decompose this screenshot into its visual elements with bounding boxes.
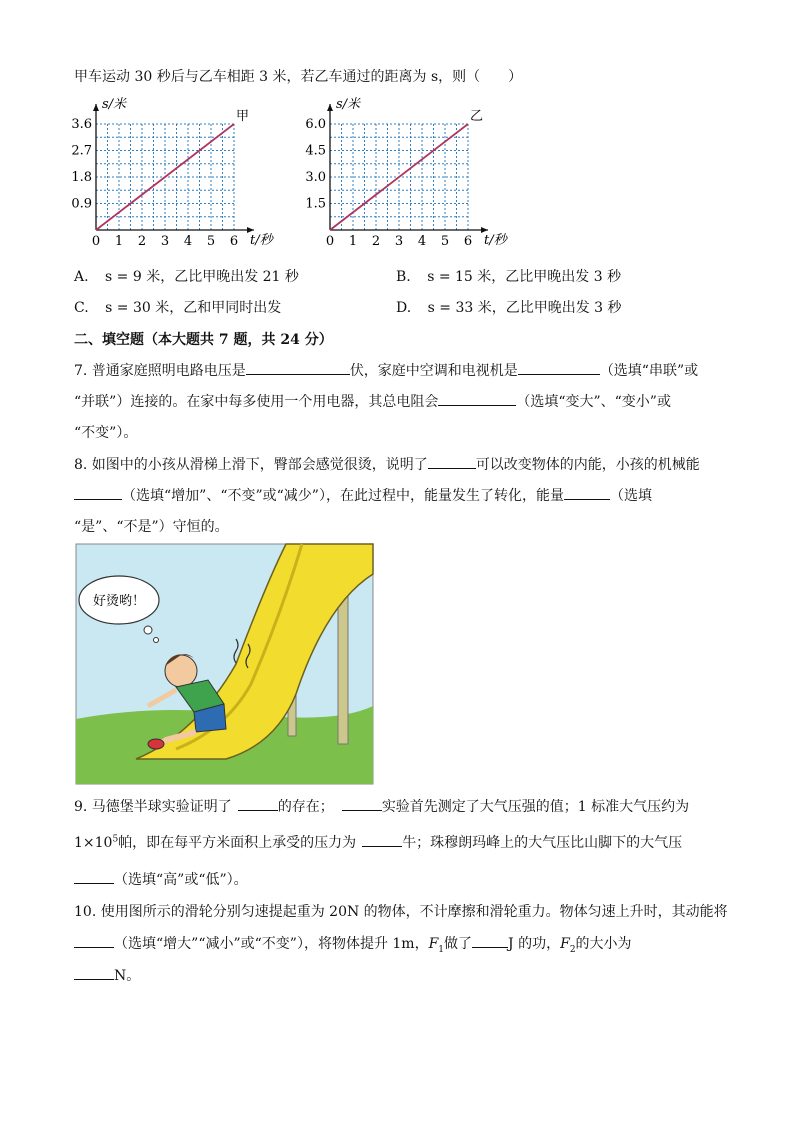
q7-blank-connection[interactable]: [518, 360, 600, 375]
x-tick-label: 2: [371, 234, 381, 249]
q9-line-2: [74, 832, 682, 852]
option-a-label: A.: [74, 269, 89, 285]
q7-text-1c: （选填“串联”或: [599, 363, 699, 379]
y-tick-label: 1.5: [305, 196, 326, 212]
x-tick-label: 3: [394, 234, 404, 249]
q9-text-1b: 的存在；: [277, 799, 334, 815]
q9-blank-experiment[interactable]: [342, 796, 382, 811]
option-c[interactable]: [74, 297, 281, 317]
series-label: 乙: [470, 109, 484, 124]
slide-illustration: [76, 544, 373, 784]
q10-line-3: [74, 965, 140, 985]
q8-line-1: [74, 454, 700, 474]
q10-f1-subscript: 1: [438, 944, 445, 955]
q9-text-2-base: 1×10: [74, 835, 113, 851]
option-b-text: s = 15 米，乙比甲晚出发 3 秒: [427, 269, 622, 285]
x-tick-label: 5: [206, 234, 216, 249]
q10-line-1: 10. 使用图所示的滑轮分别匀速提起重为 20N 的物体，不计摩擦和滑轮重力。物体匀速上升时，其动能将: [74, 904, 728, 920]
q10-text-2b: 做了: [444, 936, 473, 952]
q10-f1-symbol: F: [428, 936, 439, 952]
q8-blank-method[interactable]: [428, 454, 476, 469]
section-title: 二、填空题（本大题共 7 题，共 24 分）: [74, 332, 333, 348]
y-axis-label: s/米: [336, 97, 361, 112]
q8-line-2: [74, 485, 652, 505]
q10-f2-subscript: 2: [569, 944, 576, 955]
q6-stem: 甲车运动 30 秒后与乙车相距 3 米，若乙车通过的距离为 s，则（ ）: [74, 69, 523, 85]
y-axis-label: s/米: [102, 97, 127, 112]
q9-blank-proves[interactable]: [238, 796, 278, 811]
q10-blank-force[interactable]: [74, 965, 114, 980]
q7-line-2: [74, 391, 671, 411]
bubble-dot-2: [154, 638, 159, 643]
option-d-label: D.: [396, 300, 412, 316]
y-tick-label: 2.7: [71, 143, 92, 159]
q7-text-1b: 伏，家庭中空调和电视机是: [349, 363, 518, 379]
q9-blank-pressure[interactable]: [74, 869, 114, 884]
bubble-text: 好烫哟！: [92, 594, 146, 609]
q10-line-2: [74, 933, 632, 955]
q9-line-1: [74, 796, 689, 816]
q10-text-2a: （选填“增大”“减小”或“不变”），将物体提升 1m，: [114, 936, 429, 952]
q10-f2-symbol: F: [560, 936, 570, 952]
q7-text-2a: “并联”）连接的。在家中每多使用一个用电器，其总电阻会: [74, 394, 439, 410]
x-tick-label: 2: [137, 234, 147, 249]
q9-text-1c: 实验首先测定了大气压强的值；1 标准大气压约为: [381, 799, 690, 815]
q10-text-2c: J 的功，: [508, 936, 561, 952]
bubble-dot-1: [144, 626, 152, 634]
x-axis-label: t/秒: [484, 233, 507, 248]
q7-text-2b: （选填“变大”、“变小”或: [516, 394, 671, 410]
option-b[interactable]: [396, 266, 621, 286]
option-d[interactable]: [396, 297, 622, 317]
q7-text-1a: 7. 普通家庭照明电路电压是: [74, 363, 246, 379]
q8-blank-mechanical[interactable]: [74, 485, 122, 500]
q7-line-1: [74, 360, 698, 380]
x-tick-label: 1: [348, 234, 358, 249]
x-tick-label: 6: [463, 234, 473, 249]
q9-blank-force[interactable]: [362, 832, 402, 847]
q8-blank-conserved[interactable]: [564, 485, 610, 500]
x-tick-label: 1: [114, 234, 124, 249]
q8-text-1b: 可以改变物体的内能，小孩的机械能: [475, 457, 700, 473]
q9-line-3: [74, 869, 248, 889]
x-tick-label: 4: [183, 234, 193, 249]
x-tick-label: 0: [91, 234, 101, 249]
x-tick-label: 0: [325, 234, 335, 249]
q9-text-2a: 帕，即在每平方米面积上承受的压力为: [118, 835, 357, 851]
option-c-label: C.: [74, 300, 89, 316]
q9-text-2b: 牛；珠穆朗玛峰上的大气压比山脚下的大气压: [402, 835, 683, 851]
option-d-text: s = 33 米，乙比甲晚出发 3 秒: [427, 300, 622, 316]
y-tick-label: 6.0: [305, 117, 326, 132]
x-tick-label: 4: [417, 234, 427, 249]
q9-text-2-exp: 5: [112, 834, 119, 845]
y-tick-label: 3.0: [305, 170, 326, 185]
y-axis-arrow: [93, 104, 99, 111]
q10-text-3: N。: [114, 968, 141, 984]
q8-line-3: “是”、“不是”）守恒的。: [74, 519, 229, 535]
x-axis-label: t/秒: [250, 233, 273, 248]
q7-blank-voltage[interactable]: [246, 360, 350, 375]
q9-text-1a: 9. 马德堡半球实验证明了: [74, 799, 232, 815]
option-a[interactable]: [74, 266, 299, 286]
x-tick-label: 6: [229, 234, 239, 249]
q7-blank-resistance[interactable]: [438, 391, 516, 406]
child-shoe: [148, 739, 164, 749]
series-label: 甲: [236, 109, 250, 124]
x-tick-label: 5: [440, 234, 450, 249]
y-tick-label: 0.9: [71, 196, 92, 212]
q9-text-3: （选填“高”或“低”）。: [114, 872, 248, 888]
y-tick-label: 1.8: [71, 170, 92, 185]
q10-blank-kinetic[interactable]: [74, 933, 114, 948]
y-tick-label: 4.5: [305, 143, 326, 159]
option-b-label: B.: [396, 269, 411, 285]
option-c-text: s = 30 米，乙和甲同时出发: [105, 300, 282, 316]
q8-text-1a: 8. 如图中的小孩从滑梯上滑下，臀部会感觉很烫，说明了: [74, 457, 428, 473]
q7-line-3: “不变”）。: [74, 425, 138, 441]
q10-text-2d: 的大小为: [575, 936, 632, 952]
q10-blank-work[interactable]: [472, 933, 508, 948]
y-axis-arrow: [327, 104, 333, 111]
q8-text-2b: （选填: [609, 488, 652, 504]
chart-yi: [300, 96, 530, 254]
q8-text-2a: （选填“增加”、“不变”或“减少”），在此过程中，能量发生了转化，能量: [122, 488, 564, 504]
x-tick-label: 3: [160, 234, 170, 249]
chart-jia: [66, 96, 273, 254]
y-tick-label: 3.6: [71, 117, 92, 132]
option-a-text: s = 9 米，乙比甲晚出发 21 秒: [105, 269, 299, 285]
